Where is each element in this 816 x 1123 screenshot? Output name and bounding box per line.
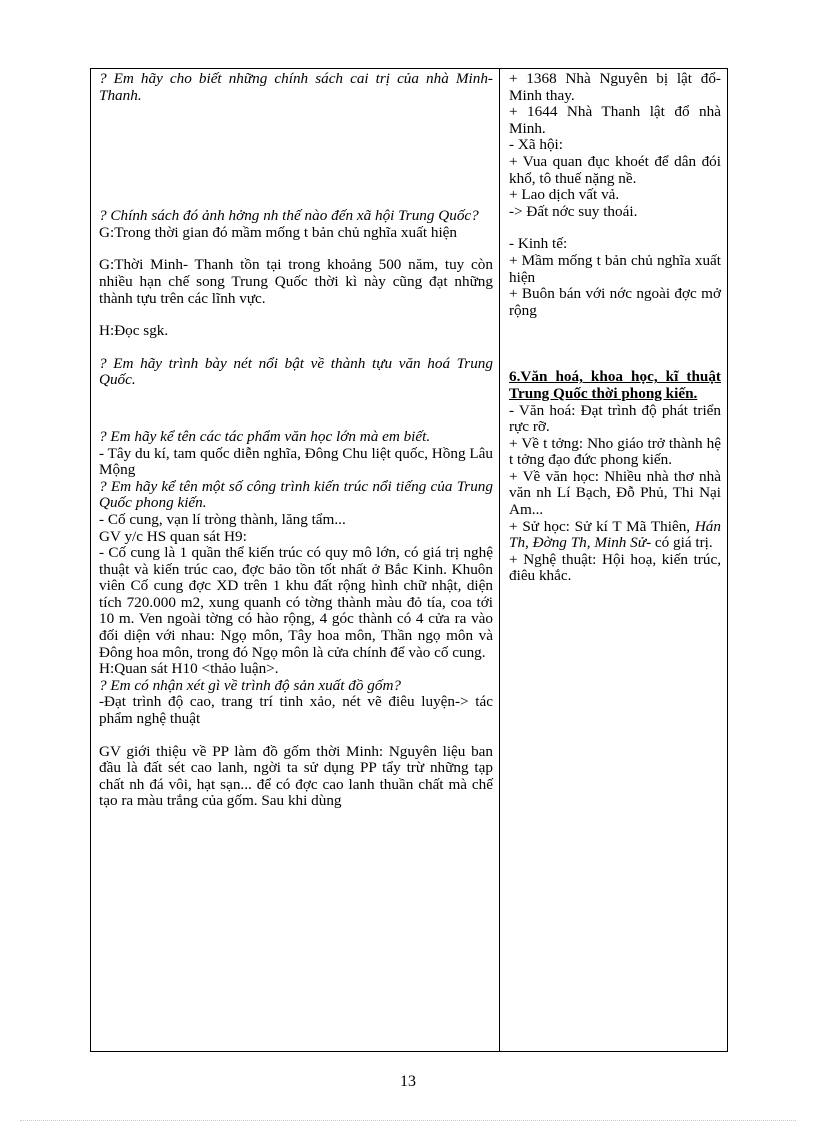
right-text-block: + Vua quan đục khoét để dân đói khổ, tô thuế nặng nề. [509,152,721,187]
right-text-block: - Kinh tế: [509,235,568,253]
left-text-block: GV y/c HS quan sát H9: [99,527,247,545]
section-heading: 6.Văn hoá, khoa học, kĩ thuật Trung Quốc thời phong kiến. [509,368,721,402]
history-works: Hán Th, Đờng Th, Minh Sử [509,517,721,552]
left-text-block: H:Đọc sgk. [99,322,169,340]
right-text-block: + Nghệ thuật: Hội hoạ, kiến trúc, điêu khắc. [509,550,721,585]
left-text-block: - Cố cung là 1 quần thể kiến trúc có quy mô lớn, có giá trị nghệ thuật và kiến trúc cao, đợc bảo tồn tốt nhất ở Bắc Kinh. Khuôn viên Cố cung đợc XD trên 1 khu đất rộng hình chữ nhật, diện tích 720.000 m2, xung quanh có tờng thành màu đỏ tía, coa tới 10 m. Ven ngoài tờng có hào rộng, 4 góc thành có 4 cửa ra vào đối diện với nhau: Ngọ môn, Tây hoa môn, Thần ngọ môn và Đông hoa môn, trong đó Ngọ môn là cửa chính để vào cố cung. [99,544,493,661]
history-suffix: - có giá trị. [646,534,713,552]
left-text-block: GV giới thiệu về PP làm đồ gốm thời Minh: Nguyên liệu ban đầu là đất sét cao lanh, ngời ta sử dụng PP tẩy trừ những tạp chất nh đá vôi, hạt sạn... để có đợc cao lanh thuần chất mà chế tạo ra màu trắng của gốm. Sau khi dùng [99,742,493,810]
page-number: 13 [400,1073,416,1090]
page-edge-divider [20,1120,796,1121]
right-text-block: + Buôn bán với nớc ngoài đợc mở rộng [509,285,721,319]
right-column [509,71,721,585]
question-text: ? Em hãy kể tên một số công trình kiến trúc nổi tiếng của Trung Quốc phong kiến. [99,477,493,512]
left-column [99,71,493,810]
left-text-block: -Đạt trình độ cao, trang trí tinh xảo, nét vẽ điêu luyện-> tác phẩm nghệ thuật [99,693,493,728]
question-text: ? Chính sách đó ảnh hởng nh thế nào đến xã hội Trung Quốc? [99,207,479,225]
question-text: ? Em có nhận xét gì về trình độ sản xuất đồ gốm? [99,676,402,694]
right-text-block: -> Đất nớc suy thoái. [509,202,638,220]
question-text: ? Em hãy trình bày nét nổi bật về thành tựu văn hoá Trung Quốc. [99,354,493,389]
right-text-block: + Mầm mống t bản chủ nghĩa xuất hiện [509,251,721,286]
right-text-block: + 1368 Nhà Nguyên bị lật đổ- Minh thay. [509,70,721,104]
history-line [509,519,721,552]
question-text: ? Em hãy cho biết những chính sách cai trị của nhà Minh- Thanh. [99,70,493,104]
right-text-block: + 1644 Nhà Thanh lật đổ nhà Minh. [509,103,721,137]
left-text-block: - Cố cung, vạn lí tròng thành, lăng tẩm... [99,510,346,528]
history-prefix: + Sử học: Sử kí T Mã Thiên, [509,517,695,535]
left-text-block: G:Trong thời gian đó mầm mống t bản chủ nghĩa xuất hiện [99,223,458,241]
right-text-block: + Về t tởng: Nho giáo trở thành hệ t tởng đạo đức phong kiến. [509,434,721,469]
left-text-block: H:Quan sát H10 <thảo luận>. [99,660,279,678]
right-text-block: - Xã hội: [509,136,563,154]
right-text-block: + Về văn học: Nhiều nhà thơ nhà văn nh Lí Bạch, Đỗ Phủ, Thi Nại Am... [509,467,721,519]
right-text-block: - Văn hoá: Đạt trình độ phát triển rực rỡ. [509,401,721,436]
left-text-block: G:Thời Minh- Thanh tồn tại trong khoảng 500 năm, tuy còn nhiều hạn chế song Trung Quốc thời kì này cũng đạt những thành tựu trên các lĩnh vực. [99,256,493,307]
left-text-block: - Tây du kí, tam quốc diễn nghĩa, Đông Chu liệt quốc, Hồng Lâu Mộng [99,444,493,479]
lesson-table [90,68,728,1052]
column-divider [499,69,500,1051]
question-text: ? Em hãy kể tên các tác phẩm văn học lớn mà em biết. [99,427,431,445]
right-text-block: + Lao dịch vất vả. [509,186,620,204]
